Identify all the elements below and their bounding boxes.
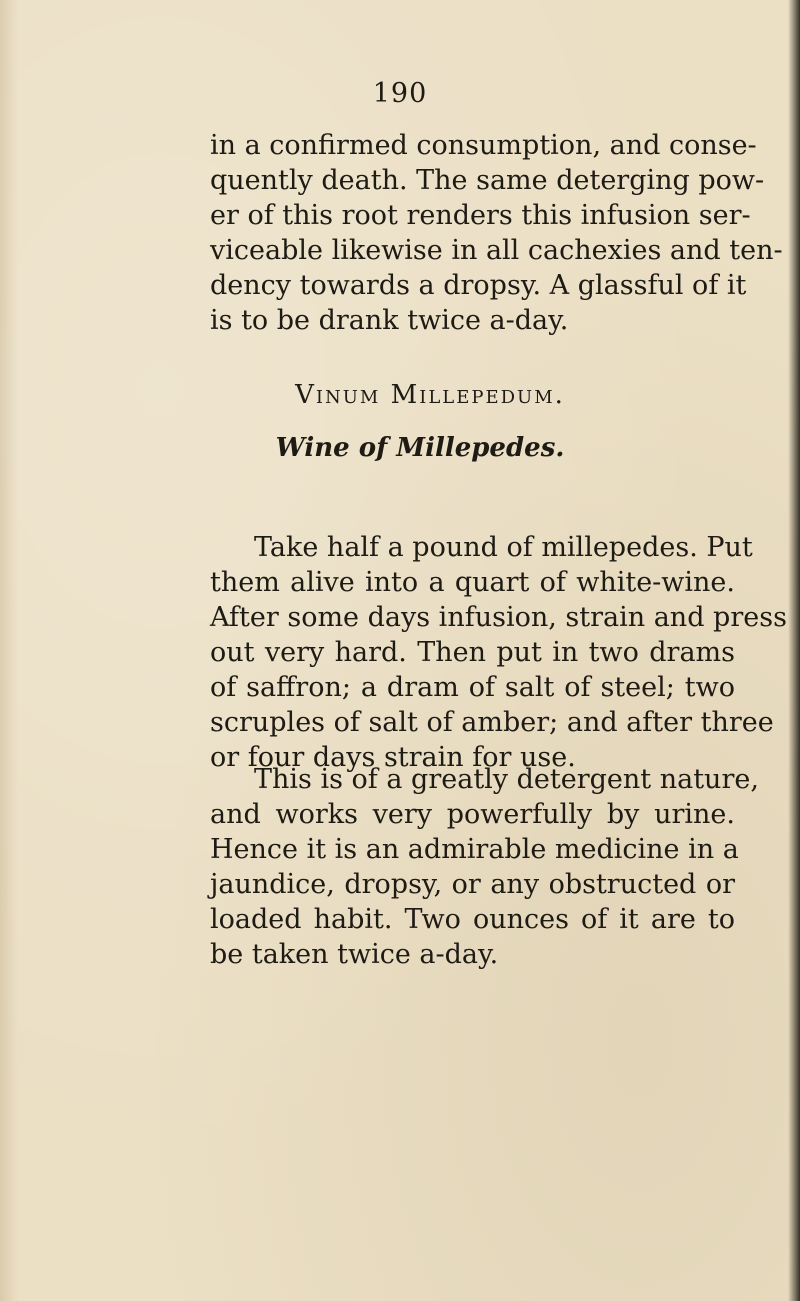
page-number: 190 [372, 78, 428, 109]
text-line: them alive into a quart of white-wine. [210, 567, 735, 598]
recipe-subtitle: Wine of Millepedes. [275, 433, 565, 463]
text-line: viceable likewise in all cachexies and ten- [210, 235, 783, 266]
text-line: out very hard. Then put in two drams [210, 637, 735, 668]
text-line: is to be drank twice a-day. [210, 305, 569, 336]
text-line: After some days infusion, strain and press [210, 602, 787, 633]
text-line: or four days strain for use. [210, 742, 576, 773]
recipe-title: Vinum Millepedum. [295, 380, 565, 410]
text-line: of saffron; a dram of salt of steel; two [210, 672, 735, 703]
text-line: quently death. The same deterging pow- [210, 165, 765, 196]
paragraph-continued [210, 128, 783, 338]
text-line: in a confirmed consumption, and conse- [210, 130, 757, 161]
text-line: This is of a greatly detergent nature, [254, 764, 759, 795]
text-line: be taken twice a-day. [210, 939, 499, 970]
page-gutter-shade [0, 0, 18, 1301]
text-line: Hence it is an admirable medicine in a [210, 834, 739, 865]
page-edge-shadow [788, 0, 800, 1301]
text-line: er of this root renders this infusion ser- [210, 200, 751, 231]
text-line: dency towards a dropsy. A glassful of it [210, 270, 747, 301]
text-line: jaundice, dropsy, or any obstructed or [210, 869, 735, 900]
text-line: and works very powerfully by urine. [210, 799, 735, 830]
text-line: loaded habit. Two ounces of it are to [210, 904, 735, 935]
paragraph-uses [210, 762, 759, 972]
text-line: scruples of salt of amber; and after three [210, 707, 774, 738]
text-line: Take half a pound of millepedes. Put [254, 532, 753, 563]
paragraph-recipe [210, 530, 787, 775]
